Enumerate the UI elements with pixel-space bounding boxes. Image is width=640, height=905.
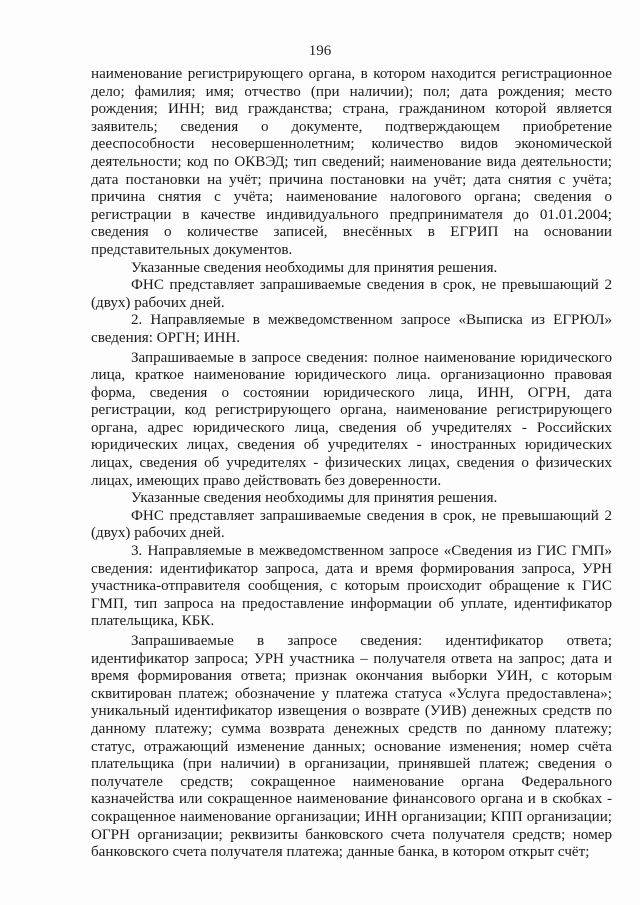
document-body: [91, 66, 612, 862]
paragraph-decision-note: Указанные сведения необходимы для принятия решения.: [131, 259, 498, 276]
paragraph-gis-gmp-request: 3. Направляемые в межведомственном запросе «Сведения из ГИС ГМП» сведения: идентификатор запроса, дата и время формирования запроса, УРН участника-отправителя сообщения, с которым происходит обращение к ГИС ГМП, тип запроса на предоставление информации об уплате, идентификатор плательщика, КБК.: [91, 543, 612, 630]
paragraph-egrul-requested-data: Запрашиваемые в запросе сведения: полное наименование юридического лица, краткое наименование юридического лица. организационно правовая форма, сведения о состоянии юридического лица, ИНН, ОГРН, дата регистрации, код регистрирующего органа, наименование регистрирующего органа, адрес юридического лица, сведения об учредителях - Российских юридических лицах, сведения об учредителях - иностранных юридических лицах, сведения об учредителях - физических лицах, сведения о физических лицах, имеющих право действовать без доверенности.: [91, 349, 612, 489]
paragraph-decision-note: Указанные сведения необходимы для принятия решения.: [131, 490, 498, 507]
paragraph-gis-gmp-requested-data: Запрашиваемые в запросе сведения: идентификатор ответа; идентификатор запроса; УРН участника – получателя ответа на запрос; дата и время формирования ответа; признак окончания выборки УИН, с которым сквитирован платеж; обозначение у платежа статуса «Услуга предоставлена»; уникальный идентификатор извещения о возврате (УИВ) денежных средств по данному платежу; сумма возврата денежных средств по данному платежу; статус, отражающий изменение данных; основание изменения; номер счёта плательщика (при наличии) в организации, принявшей платеж; сведения о получателе средств; сокращенное наименование органа Федерального казначейства или сокращенное наименование финансового органа и в скобках - сокращенное наименование организации; ИНН организации; КПП организации; ОГРН организации; реквизиты банковского счета получателя средств; номер банковского счета получателя платежа; данные банка, в котором открыт счёт;: [91, 633, 612, 861]
paragraph-registration-details: наименование регистрирующего органа, в котором находится регистрационное дело; фамилия; имя; отчество (при наличии); пол; дата рождения; место рождения; ИНН; вид гражданства; страна, гражданином которой является заявитель; сведения о документе, подтверждающем приобретение дееспособности несовершеннолетним; количество видов экономической деятельности; код по ОКВЭД; тип сведений; наименование вида деятельности; дата постановки на учёт; причина постановки на учёт; дата снятия с учёта; причина снятия с учёта; наименование налогового органа; сведения о регистрации в качестве индивидуального предпринимателя до 01.01.2004; сведения о количестве записей, внесённых в ЕГРИП на основании представительных документов.: [91, 66, 612, 258]
paragraph-egrul-request: 2. Направляемые в межведомственном запросе «Выписка из ЕГРЮЛ» сведения: ОРГН; ИНН.: [91, 312, 612, 346]
page-number: 196: [308, 43, 332, 59]
paragraph-fns-deadline: ФНС представляет запрашиваемые сведения в срок, не превышающий 2 (двух) рабочих дней.: [91, 277, 612, 311]
paragraph-fns-deadline: ФНС представляет запрашиваемые сведения в срок, не превышающий 2 (двух) рабочих дней.: [91, 507, 612, 542]
